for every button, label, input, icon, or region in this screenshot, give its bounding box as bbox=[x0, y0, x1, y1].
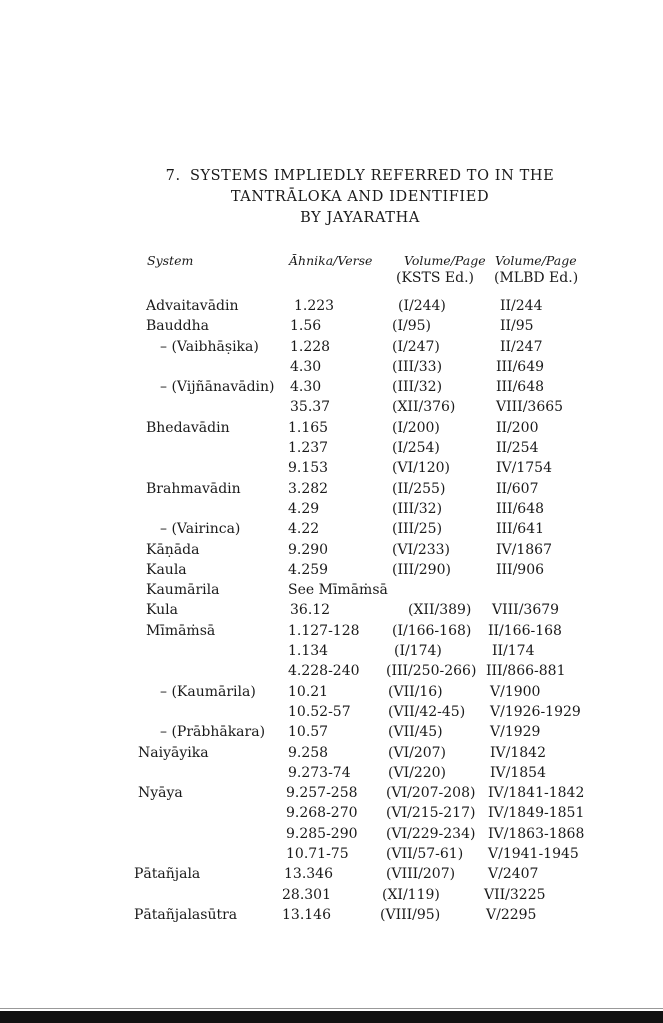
heading-line-1 bbox=[100, 166, 620, 187]
ksts-volume-page: (XII/376) bbox=[392, 399, 456, 416]
ahnika-verse: 4.30 bbox=[290, 379, 322, 396]
system-name: Nyāya bbox=[138, 785, 183, 802]
mlbd-volume-page: IV/1849-1851 bbox=[488, 805, 585, 822]
ahnika-verse: 9.257-258 bbox=[286, 785, 358, 802]
mlbd-volume-page: VIII/3679 bbox=[492, 602, 560, 619]
system-name: – (Vijñānavādin) bbox=[160, 379, 275, 396]
ahnika-verse: 1.56 bbox=[290, 318, 322, 335]
mlbd-volume-page: IV/1842 bbox=[490, 744, 546, 761]
mlbd-volume-page: V/2295 bbox=[486, 906, 537, 923]
table-row bbox=[0, 499, 663, 519]
ksts-volume-page: (I/247) bbox=[392, 338, 440, 355]
ksts-volume-page: (VI/207-208) bbox=[386, 785, 476, 802]
mlbd-volume-page: III/648 bbox=[496, 379, 545, 396]
ahnika-verse: 10.71-75 bbox=[286, 846, 349, 863]
system-name: Pātañjalasūtra bbox=[134, 906, 238, 923]
ahnika-verse: 36.12 bbox=[290, 602, 331, 619]
ksts-volume-page: (III/32) bbox=[392, 500, 443, 517]
table-row bbox=[0, 458, 663, 478]
ksts-volume-page: (VI/233) bbox=[392, 541, 451, 558]
mlbd-volume-page: III/648 bbox=[496, 500, 545, 517]
ksts-volume-page: (III/25) bbox=[392, 521, 443, 538]
system-name: Bauddha bbox=[146, 318, 209, 335]
table-row bbox=[0, 418, 663, 438]
ksts-volume-page: (I/254) bbox=[392, 440, 440, 457]
mlbd-volume-page: II/244 bbox=[500, 298, 543, 314]
system-name: – (Vaibhāṣika) bbox=[160, 338, 259, 355]
column-header-system: System bbox=[147, 253, 194, 268]
column-header-mlbd: Volume/Page bbox=[495, 253, 577, 268]
system-name: Pātañjala bbox=[134, 866, 201, 883]
systems-table bbox=[0, 296, 663, 925]
system-name: Kaumārila bbox=[146, 582, 220, 599]
ahnika-verse: 1.228 bbox=[290, 338, 331, 355]
mlbd-volume-page: V/1941-1945 bbox=[488, 846, 579, 863]
table-row bbox=[0, 824, 663, 844]
ahnika-verse: 10.57 bbox=[288, 724, 329, 741]
ahnika-verse: 10.52-57 bbox=[288, 703, 351, 720]
ksts-volume-page: (XII/389) bbox=[408, 602, 472, 619]
system-name: Bhedavādin bbox=[146, 419, 230, 436]
ksts-volume-page: (I/174) bbox=[394, 643, 442, 660]
column-header-ksts: Volume/Page bbox=[404, 253, 486, 268]
table-row bbox=[0, 844, 663, 864]
mlbd-volume-page: IV/1863-1868 bbox=[488, 825, 585, 842]
ksts-volume-page: (VII/45) bbox=[388, 724, 443, 741]
ksts-volume-page: (VII/57-61) bbox=[386, 846, 464, 863]
system-name: Naiyāyika bbox=[138, 744, 209, 761]
table-row bbox=[0, 560, 663, 580]
ahnika-verse: 35.37 bbox=[290, 399, 331, 416]
ksts-volume-page: (I/244) bbox=[398, 298, 446, 314]
ksts-volume-page: (III/33) bbox=[392, 358, 443, 375]
mlbd-volume-page: VII/3225 bbox=[484, 886, 546, 903]
table-row bbox=[0, 885, 663, 905]
table-row bbox=[0, 682, 663, 702]
table-row bbox=[0, 661, 663, 681]
ahnika-verse: 10.21 bbox=[288, 683, 329, 700]
table-row bbox=[0, 621, 663, 641]
ahnika-verse: 4.228-240 bbox=[288, 663, 360, 680]
ahnika-verse: 9.285-290 bbox=[286, 825, 358, 842]
ksts-volume-page: (VIII/95) bbox=[380, 906, 441, 923]
table-row bbox=[0, 763, 663, 783]
mlbd-volume-page: V/1926-1929 bbox=[490, 703, 581, 720]
mlbd-volume-page: III/641 bbox=[496, 521, 545, 538]
system-name: – (Kaumārila) bbox=[160, 683, 256, 700]
ksts-volume-page: (II/255) bbox=[392, 480, 446, 497]
table-row bbox=[0, 357, 663, 377]
table-row bbox=[0, 316, 663, 336]
mlbd-volume-page: III/649 bbox=[496, 358, 545, 375]
heading-text-1: SYSTEMS IMPLIEDLY REFERRED TO IN THE bbox=[189, 168, 555, 184]
mlbd-volume-page: IV/1754 bbox=[496, 460, 552, 477]
ksts-volume-page: (VII/42-45) bbox=[388, 703, 466, 720]
mlbd-volume-page: II/200 bbox=[496, 419, 539, 436]
ahnika-verse: 4.259 bbox=[288, 561, 329, 578]
ksts-volume-page: (VIII/207) bbox=[386, 866, 456, 883]
ksts-volume-page: (I/166-168) bbox=[392, 622, 472, 639]
table-row bbox=[0, 641, 663, 661]
table-row bbox=[0, 377, 663, 397]
mlbd-volume-page: IV/1854 bbox=[490, 764, 546, 781]
mlbd-volume-page: II/254 bbox=[496, 440, 539, 457]
mlbd-volume-page: IV/1867 bbox=[496, 541, 552, 558]
ksts-volume-page: (III/250-266) bbox=[386, 663, 477, 680]
mlbd-volume-page: V/1900 bbox=[490, 683, 541, 700]
ahnika-verse: 4.30 bbox=[290, 358, 322, 375]
table-row bbox=[0, 783, 663, 803]
ksts-volume-page: (VI/215-217) bbox=[386, 805, 476, 822]
table-row bbox=[0, 397, 663, 417]
mlbd-volume-page: VIII/3665 bbox=[496, 399, 564, 416]
column-subheader-mlbd: (MLBD Ed.) bbox=[494, 270, 579, 286]
ksts-volume-page: (VI/220) bbox=[388, 764, 447, 781]
ahnika-verse: See Mīmāṁsā bbox=[288, 582, 388, 599]
section-number: 7. bbox=[165, 168, 181, 184]
table-row bbox=[0, 540, 663, 560]
table-row bbox=[0, 296, 663, 316]
ksts-volume-page: (XI/119) bbox=[382, 886, 440, 903]
ahnika-verse: 9.273-74 bbox=[288, 764, 351, 781]
ksts-volume-page: (III/290) bbox=[392, 561, 451, 578]
ahnika-verse: 9.153 bbox=[288, 460, 329, 477]
ksts-volume-page: (VII/16) bbox=[388, 683, 443, 700]
ahnika-verse: 3.282 bbox=[288, 480, 329, 497]
mlbd-volume-page: V/2407 bbox=[488, 866, 539, 883]
ksts-volume-page: (I/95) bbox=[392, 318, 431, 335]
system-name: Kula bbox=[146, 602, 178, 619]
scan-edge-line bbox=[0, 1008, 663, 1009]
ahnika-verse: 13.146 bbox=[282, 906, 331, 923]
section-heading bbox=[100, 166, 620, 229]
mlbd-volume-page: III/866-881 bbox=[486, 663, 566, 680]
scan-edge-bar bbox=[0, 1011, 663, 1023]
ahnika-verse: 1.223 bbox=[294, 298, 335, 314]
ahnika-verse: 1.127-128 bbox=[288, 622, 360, 639]
mlbd-volume-page: II/247 bbox=[500, 338, 543, 355]
ahnika-verse: 9.290 bbox=[288, 541, 329, 558]
ahnika-verse: 4.22 bbox=[288, 521, 320, 538]
table-row bbox=[0, 702, 663, 722]
mlbd-volume-page: V/1929 bbox=[490, 724, 541, 741]
heading-line-2: TANTRĀLOKA AND IDENTIFIED bbox=[230, 189, 490, 205]
ksts-volume-page: (I/200) bbox=[392, 419, 440, 436]
ahnika-verse: 4.29 bbox=[288, 500, 320, 517]
system-name: Kāṇāda bbox=[146, 541, 200, 558]
ahnika-verse: 9.258 bbox=[288, 744, 329, 761]
mlbd-volume-page: IV/1841-1842 bbox=[488, 785, 585, 802]
mlbd-volume-page: II/174 bbox=[492, 643, 535, 660]
ahnika-verse: 1.134 bbox=[288, 643, 329, 660]
ahnika-verse: 1.165 bbox=[288, 419, 329, 436]
table-row bbox=[0, 905, 663, 925]
heading-line-3: BY JAYARATHA bbox=[300, 210, 420, 226]
table-row bbox=[0, 438, 663, 458]
system-name: Kaula bbox=[146, 561, 187, 578]
table-row bbox=[0, 803, 663, 823]
mlbd-volume-page: III/906 bbox=[496, 561, 545, 578]
system-name: – (Prābhākara) bbox=[160, 724, 266, 741]
table-row bbox=[0, 337, 663, 357]
system-name: Brahmavādin bbox=[146, 480, 241, 497]
column-subheader-ksts: (KSTS Ed.) bbox=[396, 270, 474, 286]
table-row bbox=[0, 600, 663, 620]
column-header-ahnika: Āhnika/Verse bbox=[289, 253, 373, 268]
ahnika-verse: 28.301 bbox=[282, 886, 331, 903]
mlbd-volume-page: II/95 bbox=[500, 318, 534, 335]
table-row bbox=[0, 479, 663, 499]
system-name: Advaitavādin bbox=[146, 298, 239, 314]
ksts-volume-page: (VI/229-234) bbox=[386, 825, 476, 842]
table-row bbox=[0, 580, 663, 600]
mlbd-volume-page: II/607 bbox=[496, 480, 539, 497]
ksts-volume-page: (III/32) bbox=[392, 379, 443, 396]
ahnika-verse: 9.268-270 bbox=[286, 805, 358, 822]
system-name: – (Vairinca) bbox=[160, 521, 241, 538]
mlbd-volume-page: II/166-168 bbox=[488, 622, 562, 639]
ksts-volume-page: (VI/120) bbox=[392, 460, 451, 477]
ahnika-verse: 1.237 bbox=[288, 440, 329, 457]
system-name: Mīmāṁsā bbox=[146, 622, 216, 639]
table-row bbox=[0, 864, 663, 884]
table-row bbox=[0, 519, 663, 539]
table-row bbox=[0, 722, 663, 742]
ksts-volume-page: (VI/207) bbox=[388, 744, 447, 761]
ahnika-verse: 13.346 bbox=[284, 866, 333, 883]
table-row bbox=[0, 743, 663, 763]
